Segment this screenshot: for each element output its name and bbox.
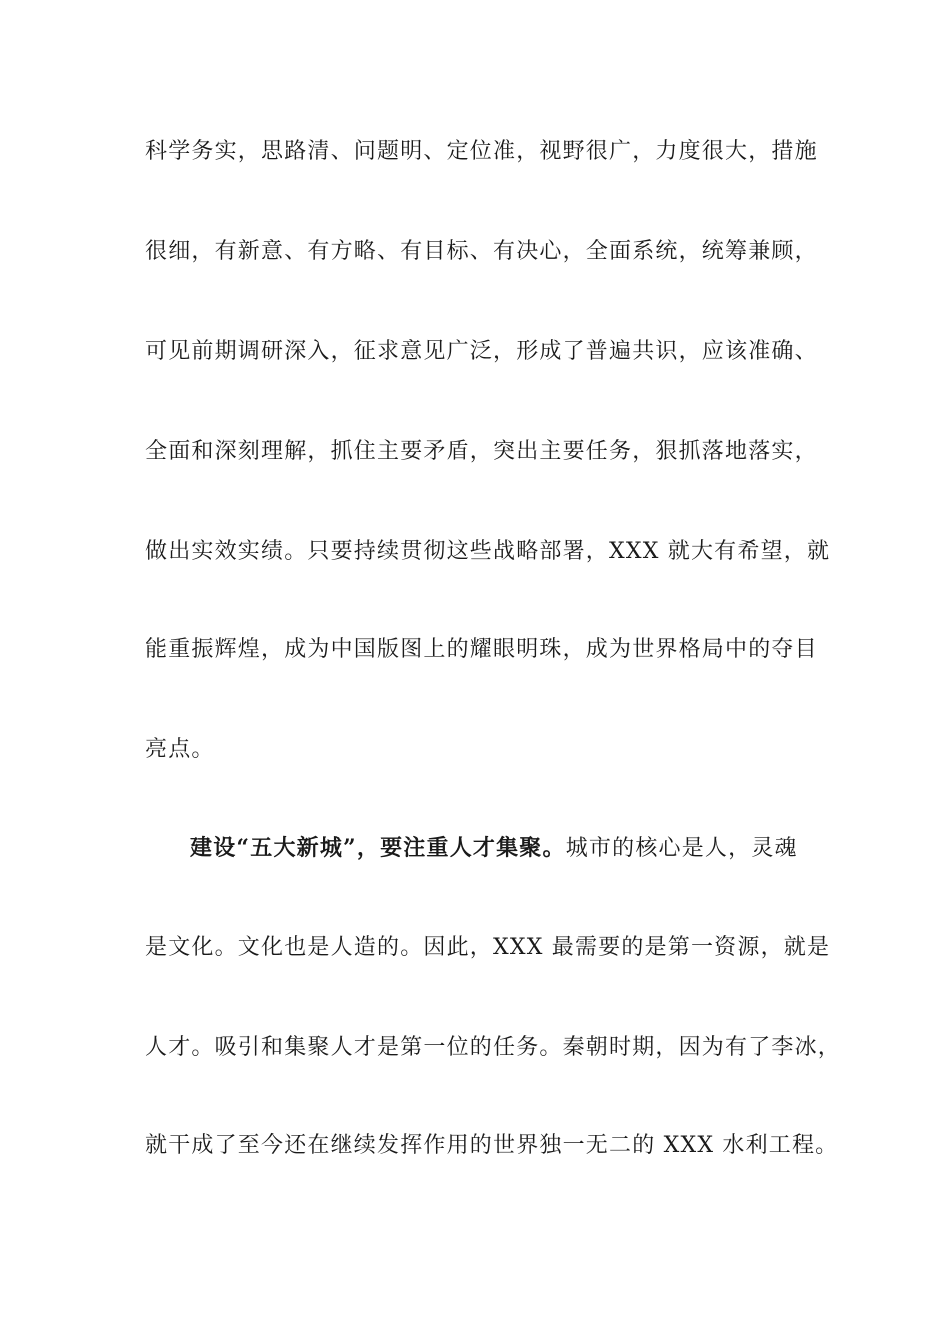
paragraph-line: 可见前期调研深入，征求意见广泛，形成了普遍共识，应该准确、: [145, 339, 818, 364]
paragraph-line: 做出实效实绩。只要持续贯彻这些战略部署，XXX 就大有希望，就: [145, 539, 831, 564]
paragraph-line: 亮点。: [145, 737, 215, 762]
paragraph-line: 是文化。文化也是人造的。因此，XXX 最需要的是第一资源，就是: [145, 935, 831, 960]
paragraph-line: 能重振辉煌，成为中国版图上的耀眼明珠，成为世界格局中的夺目: [145, 637, 818, 662]
paragraph-line: 就干成了至今还在继续发挥作用的世界独一无二的 XXX 水利工程。: [145, 1133, 839, 1158]
paragraph-line: 人才。吸引和集聚人才是第一位的任务。秦朝时期，因为有了李冰，: [145, 1035, 842, 1060]
paragraph-first-line: [190, 833, 815, 863]
paragraph-text: 城市的核心是人，灵魂: [565, 836, 798, 861]
paragraph-line: 很细，有新意、有方略、有目标、有决心，全面系统，统筹兼顾，: [145, 239, 818, 264]
paragraph-line: 科学务实，思路清、问题明、定位准，视野很广，力度很大，措施: [145, 139, 818, 164]
paragraph-line: 全面和深刻理解，抓住主要矛盾，突出主要任务，狠抓落地落实，: [145, 439, 818, 464]
paragraph-heading: 建设“五大新城”，要注重人才集聚。: [190, 835, 566, 861]
